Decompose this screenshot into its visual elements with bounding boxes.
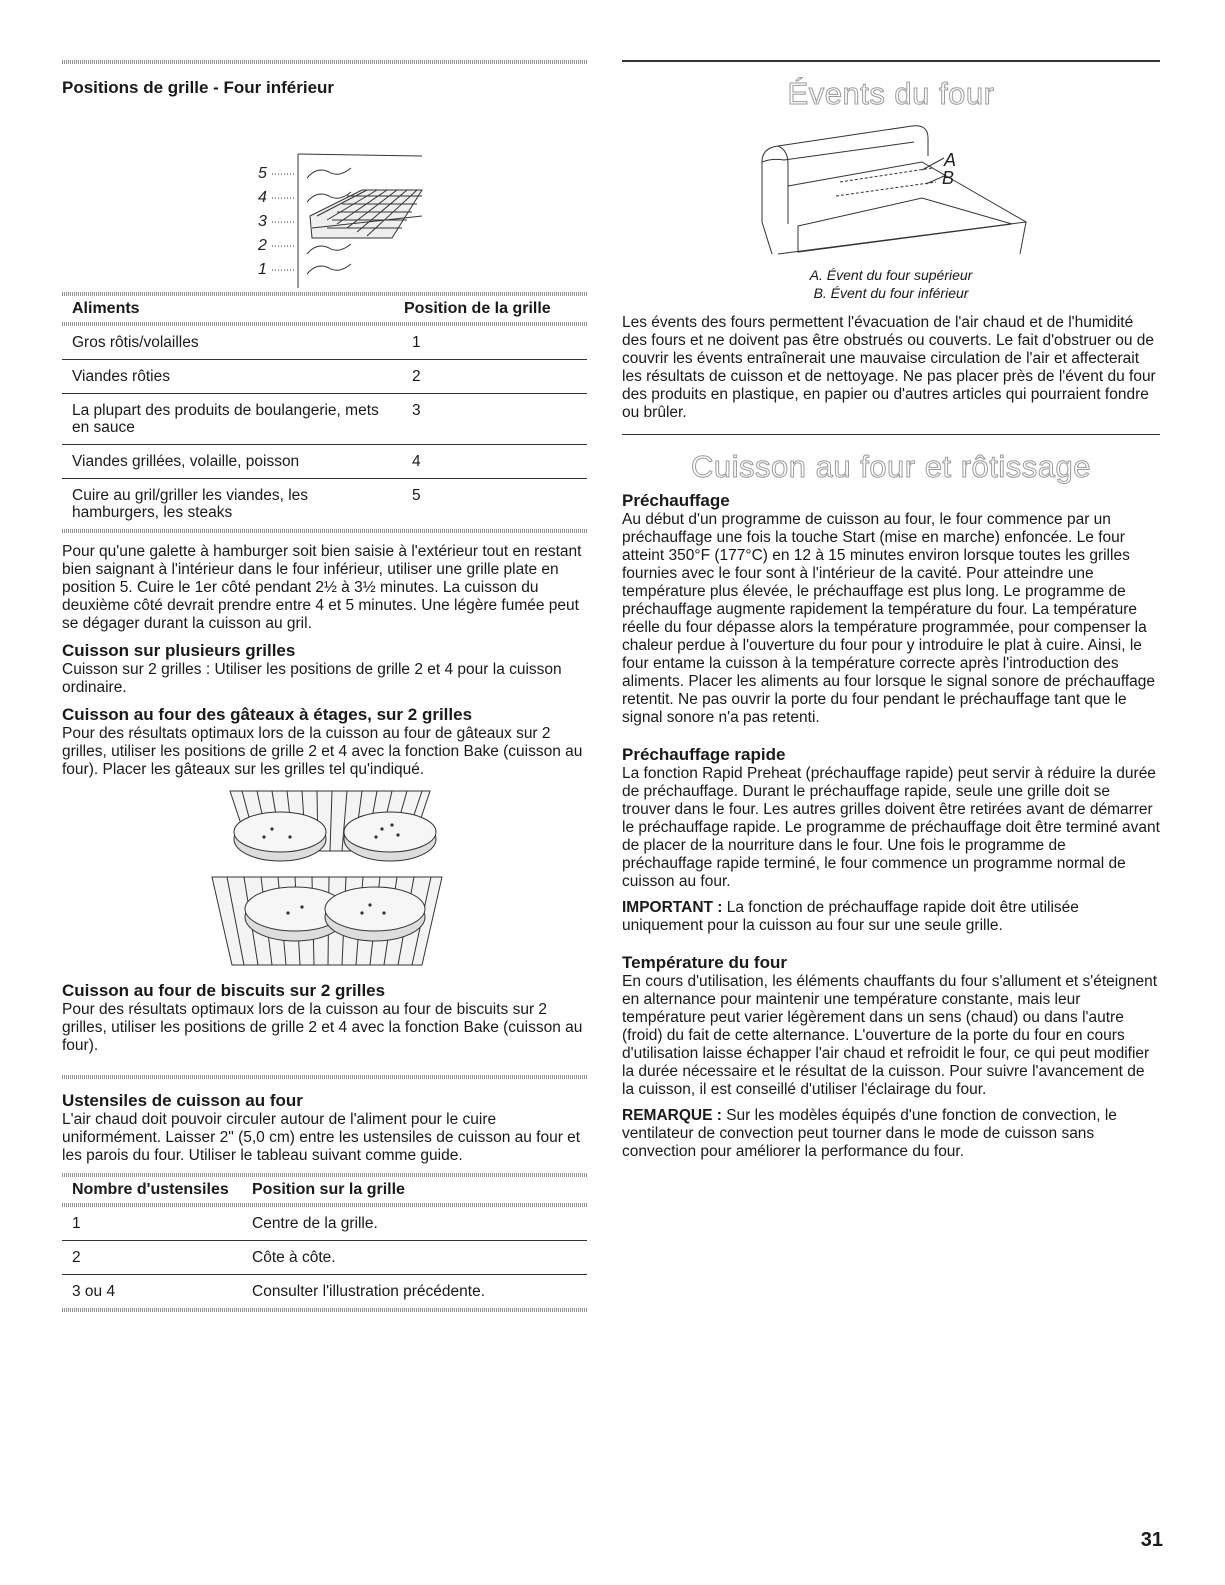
divider: [622, 60, 1160, 62]
table-header-row: [62, 1177, 587, 1203]
table-header: Nombre d'ustensiles: [72, 1181, 229, 1198]
page-number: 31: [1140, 1529, 1163, 1551]
oven-vents-illustration: [622, 114, 1160, 264]
rack-positions-illustration: [62, 98, 587, 288]
paragraph: En cours d'utilisation, les éléments chauffants du four s'allument et s'éteignent en alternance pour maintenir une température constante, mais leur température peut varier légèrement dans un sens (chaud) ou dans l'autre (froid) du fait de cette alternance. L'ouverture de la porte du four en cours d'utilisation laisse échapper l'air chaud et refroidit le four, ce qui peut modifier la durée nécessaire et le résultat de la cuisson. Pour suivre l'avancement de la cuisson, il est conseillé d'utiliser l'éclairage du four.: [622, 973, 1158, 1098]
paragraph: Pour qu'une galette à hamburger soit bien saisie à l'extérieur tout en restant bien saignant à l'intérieur dans le four inférieur, utiliser une grille plate en position 5. Cuire le 1er côté pendant 2½ à 3½ minutes. La cuisson du deuxième côté devrait prendre entre 4 et 5 minutes. Une légère fumée peut se dégager durant la cuisson au gril.: [62, 543, 582, 632]
figure-caption-a: A. Évent du four supérieur: [809, 267, 973, 283]
divider: [62, 60, 587, 64]
paragraph: Pour des résultats optimaux lors de la cuisson au four de gâteaux sur 2 grilles, utiliser les positions de grille 2 et 4 avec la fonction Bake (cuisson au four). Placer les gâteaux sur les grilles tel qu'indiqué.: [62, 725, 583, 778]
paragraph: L'air chaud doit pouvoir circuler autour de l'aliment pour le cuire uniformément. Laisser 2" (5,0 cm) entre les ustensiles de cuisson au four et les parois du four. Utiliser le tableau suivant comme guide.: [62, 1111, 581, 1164]
heading: Cuisson sur plusieurs grilles: [62, 641, 296, 660]
table-row: [62, 1241, 587, 1275]
table-row: [62, 1275, 587, 1309]
paragraph: Pour des résultats optimaux lors de la cuisson au four de biscuits sur 2 grilles, utiliser les positions de grille 2 et 4 avec la fonction Bake (cuisson au four).: [62, 1001, 583, 1054]
table-header: Position de la grille: [404, 300, 551, 317]
divider: [62, 292, 587, 296]
paragraph: La fonction Rapid Preheat (préchauffage rapide) peut servir à réduire la durée de préchauffage. Durant le préchauffage rapide, seule une grille doit se trouver dans le four. Les autres grilles doivent être retirées avant de démarrer le préchauffage rapide. Le programme de préchauffage doit être terminé avant de placer de la nourriture dans le four. Une fois le programme de préchauffage rapide terminé, le four commence un programme normal de cuisson au four.: [622, 765, 1160, 890]
cake-rack-illustration: [62, 789, 587, 967]
rack-label-2: 2: [258, 237, 267, 254]
figure-caption-b: B. Évent du four inférieur: [813, 285, 969, 301]
heading: Cuisson au four des gâteaux à étages, sur 2 grilles: [62, 705, 473, 724]
rack-label-3: 3: [258, 213, 267, 230]
vent-label-a: A: [944, 150, 957, 170]
table-cell: 3: [402, 394, 587, 445]
table-cell: Centre de la grille.: [242, 1207, 587, 1241]
table-cell: Côte à côte.: [242, 1241, 587, 1275]
cookware-table: [62, 1177, 587, 1308]
table-header: Aliments: [72, 300, 140, 317]
divider: [62, 1308, 587, 1312]
table-cell: Viandes rôties: [62, 360, 402, 394]
vent-label-b: B: [942, 168, 955, 188]
paragraph: Les évents des fours permettent l'évacuation de l'air chaud et de l'humidité des fours et ne doivent pas être obstrués ou couverts. Le fait d'obstruer ou de couvrir les évents entraînerait une mauvaise circulation de l'air et affecterait les résultats de cuisson et de nettoyage. Ne pas placer près de l'évent du four des produits en plastique, en papier ou d'autres articles qui pourraient fondre ou brûler.: [622, 314, 1156, 421]
table-cell: Viandes grillées, volaille, poisson: [62, 445, 402, 479]
heading: Température du four: [622, 953, 787, 972]
table-cell: Gros rôtis/volailles: [62, 326, 402, 360]
table-row: [62, 445, 587, 479]
table-header: Position sur la grille: [252, 1181, 405, 1198]
table-row: [62, 479, 587, 530]
rack-position-table: [62, 296, 587, 529]
rack-numbers: [257, 165, 267, 278]
remark-label: REMARQUE :: [622, 1107, 722, 1124]
paragraph: Au début d'un programme de cuisson au four, le four commence par un préchauffage une fois la touche Start (mise en marche) enfoncée. Le four atteint 350°F (177°C) en 12 à 15 minutes environ lorsque toutes les grilles fournies avec le four sont à l'intérieur de la cavité. Pour atteindre une température plus élevée, le préchauffage est plus long. Le programme de préchauffage augmente rapidement la température du four. La température réelle du four dépasse alors la température programmée, pour compenser la chaleur perdue à l'ouverture du four pour y introduire le plat à cuire. Ainsi, le four entame la cuisson à la température correcte après l'introduction des aliments. Placer les aliments au four lorsque le signal sonore de préchauffage retentit. Ne pas ouvrir la porte du four pendant le préchauffage tant que le signal sonore n'a pas retenti.: [622, 511, 1156, 726]
divider: [62, 1075, 587, 1079]
divider: [62, 1173, 587, 1177]
important-text: La fonction de préchauffage rapide doit être utilisée uniquement pour la cuisson au four sur une seule grille.: [622, 899, 1079, 934]
rack-label-4: 4: [258, 189, 267, 206]
table-cell: 4: [402, 445, 587, 479]
divider: [62, 529, 587, 533]
section-title-vents: Évents du four: [787, 76, 995, 111]
table-cell: 1: [402, 326, 587, 360]
heading: Cuisson au four de biscuits sur 2 grilles: [62, 981, 386, 1000]
divider: [622, 434, 1160, 435]
table-cell: 2: [402, 360, 587, 394]
remark-text: Sur les modèles équipés d'une fonction de convection, le ventilateur de convection peut tourner dans le mode de cuisson sans convection pour améliorer la performance du four.: [622, 1107, 1117, 1160]
heading: Préchauffage rapide: [622, 745, 786, 764]
rack-label-1: 1: [258, 261, 267, 278]
table-cell: La plupart des produits de boulangerie, mets en sauce: [62, 394, 402, 445]
remark-note: [622, 1107, 1160, 1161]
right-column: [622, 60, 1160, 1161]
table-row: [62, 1207, 587, 1241]
table-header-row: [62, 296, 587, 322]
paragraph: Cuisson sur 2 grilles : Utiliser les positions de grille 2 et 4 pour la cuisson ordinaire.: [62, 661, 562, 696]
oven-cavity-drawing: [272, 154, 422, 288]
table-cell: Consulter l'illustration précédente.: [252, 1283, 485, 1300]
section-title-baking: Cuisson au four et rôtissage: [691, 449, 1091, 484]
table-cell: Cuire au gril/griller les viandes, les hamburgers, les steaks: [72, 487, 309, 521]
rack-label-5: 5: [258, 165, 267, 182]
important-note: [622, 899, 1160, 935]
left-column: [62, 60, 587, 1312]
table-cell: 3 ou 4: [72, 1283, 116, 1300]
table-row: [62, 360, 587, 394]
table-cell: 2: [62, 1241, 242, 1275]
section-title-rack-positions: Positions de grille - Four inférieur: [62, 78, 335, 97]
heading: Préchauffage: [622, 491, 730, 510]
table-row: [62, 326, 587, 360]
table-cell: 1: [62, 1207, 242, 1241]
heading: Ustensiles de cuisson au four: [62, 1091, 303, 1110]
important-label: IMPORTANT :: [622, 899, 723, 916]
table-row: [62, 394, 587, 445]
table-cell: 5: [412, 487, 421, 504]
